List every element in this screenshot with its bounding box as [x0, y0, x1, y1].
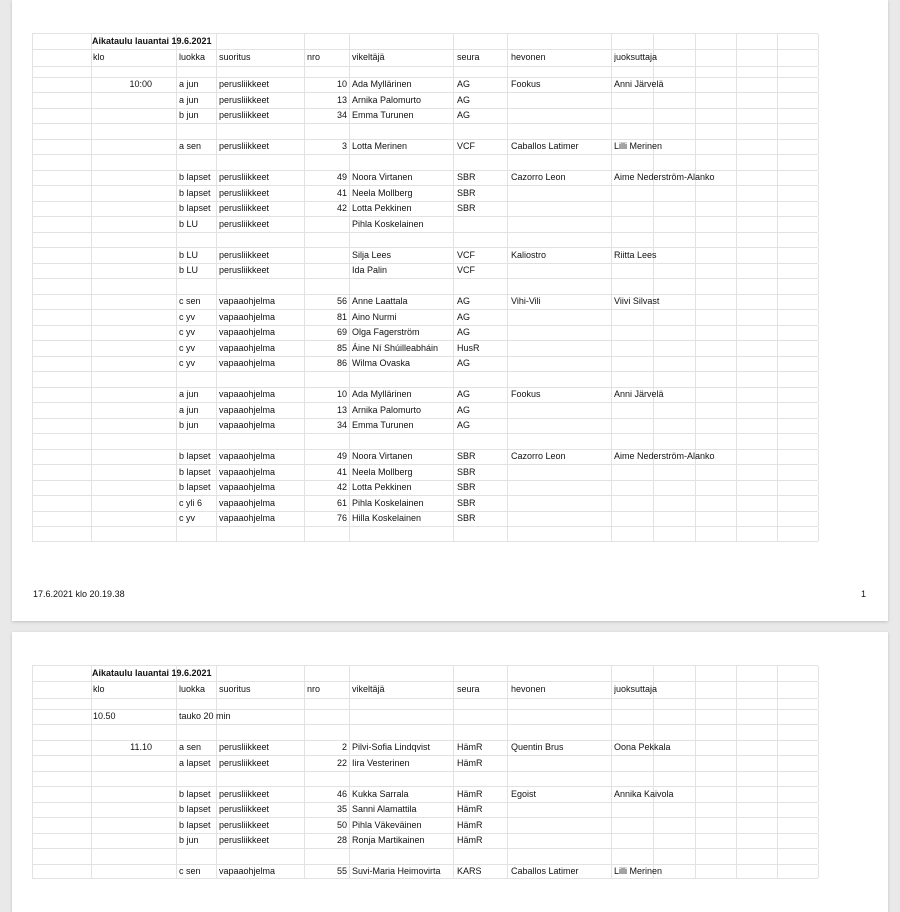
cell-nro: 35 — [336, 804, 347, 815]
table-row — [32, 433, 818, 449]
cell-suoritus: perusliikkeet — [219, 835, 270, 846]
cell-nro: 2 — [341, 742, 347, 753]
page-1 — [12, 0, 888, 621]
cell-vikeltaja: Lotta Merinen — [352, 141, 408, 152]
cell-suoritus: vapaaohjelma — [219, 311, 276, 322]
table-row — [32, 170, 818, 186]
cell-vikeltaja: Kukka Sarrala — [352, 788, 409, 799]
cell-hevonen: Egoist — [511, 788, 537, 799]
table-row — [32, 123, 818, 139]
cell-header-suoritus: suoritus — [219, 52, 251, 63]
table-row — [32, 418, 818, 434]
table-row — [32, 247, 818, 263]
cell-header-seura: seura — [457, 52, 480, 63]
cell-vikeltaja: Pihla Koskelainen — [352, 497, 424, 508]
cell-header-hevonen: hevonen — [511, 684, 546, 695]
cell-suoritus: perusliikkeet — [219, 187, 270, 198]
cell-juoksuttaja: Lilli Merinen — [614, 865, 663, 876]
cell-seura: HusR — [457, 342, 480, 353]
table-row — [32, 232, 818, 248]
table-row — [32, 740, 818, 756]
cell-suoritus: vapaaohjelma — [219, 420, 276, 431]
title-row — [32, 33, 818, 49]
cell-luokka: a sen — [179, 141, 202, 152]
cell-header-suoritus: suoritus — [219, 684, 251, 695]
cell-vikeltaja: Noora Virtanen — [352, 451, 413, 462]
cell-header-juoksuttaja: juoksuttaja — [614, 684, 658, 695]
cell-suoritus: perusliikkeet — [219, 249, 270, 260]
cell-suoritus: vapaaohjelma — [219, 482, 276, 493]
cell-vikeltaja: Pilvi-Sofia Lindqvist — [352, 742, 431, 753]
cell-juoksuttaja: Aime Nederström-Alanko — [614, 172, 715, 183]
cell-luokka: c yv — [179, 358, 196, 369]
header-row — [32, 49, 818, 67]
schedule-table — [32, 665, 818, 879]
cell-suoritus: perusliikkeet — [219, 94, 270, 105]
cell-header-klo: klo — [93, 684, 105, 695]
cell-nro: 86 — [336, 358, 347, 369]
cell-luokka: b lapset — [179, 451, 211, 462]
cell-luokka: a jun — [179, 94, 199, 105]
cell-luokka: c yv — [179, 311, 196, 322]
cell-luokka: b lapset — [179, 819, 211, 830]
cell-luokka: b lapset — [179, 466, 211, 477]
cell-seura: SBR — [457, 466, 476, 477]
table-row — [32, 108, 818, 124]
cell-suoritus: perusliikkeet — [219, 218, 270, 229]
cell-suoritus: vapaaohjelma — [219, 466, 276, 477]
table-row — [32, 786, 818, 802]
page-number: 1 — [860, 589, 866, 599]
cell-luokka: a sen — [179, 742, 202, 753]
cell-suoritus: vapaaohjelma — [219, 389, 276, 400]
cell-nro: 3 — [341, 141, 347, 152]
cell-seura: AG — [457, 79, 471, 90]
cell-klo: 11.10 — [130, 742, 152, 753]
cell-nro: 22 — [336, 757, 347, 768]
table-row — [32, 185, 818, 201]
cell-luokka: b lapset — [179, 172, 211, 183]
cell-juoksuttaja: Oona Pekkala — [614, 742, 671, 753]
cell-luokka: b lapset — [179, 788, 211, 799]
cell-suoritus: perusliikkeet — [219, 757, 270, 768]
table-row — [32, 278, 818, 294]
cell-suoritus: perusliikkeet — [219, 265, 270, 276]
schedule-table — [32, 33, 818, 542]
cell-luokka: b lapset — [179, 187, 211, 198]
cell-header-vikeltaja: vikeltäjä — [352, 52, 385, 63]
cell-vikeltaja: Ada Myllärinen — [352, 389, 412, 400]
cell-luokka: c yv — [179, 327, 196, 338]
page-2 — [12, 632, 888, 912]
cell-vikeltaja: Lotta Pekkinen — [352, 482, 412, 493]
cell-vikeltaja: Suvi-Maria Heimovirta — [352, 865, 441, 876]
cell-klo: 10:00 — [129, 79, 152, 90]
cell-nro: 49 — [336, 451, 347, 462]
table-row — [32, 526, 818, 542]
cell-luokka: b jun — [179, 110, 199, 121]
cell-nro: 41 — [336, 187, 347, 198]
cell-seura: SBR — [457, 482, 476, 493]
cell-luokka: c yli 6 — [179, 497, 203, 508]
cell-seura: HämR — [457, 819, 483, 830]
table-row — [32, 848, 818, 864]
table-row — [32, 216, 818, 232]
cell-seura: KARS — [457, 865, 482, 876]
cell-luokka: b lapset — [179, 482, 211, 493]
cell-nro: 76 — [336, 513, 347, 524]
cell-seura: HämR — [457, 835, 483, 846]
cell-suoritus: perusliikkeet — [219, 141, 270, 152]
cell-suoritus: vapaaohjelma — [219, 404, 276, 415]
cell-nro: 13 — [336, 404, 347, 415]
cell-nro: 61 — [336, 497, 347, 508]
cell-header-luokka: luokka — [179, 52, 206, 63]
cell-suoritus: vapaaohjelma — [219, 497, 276, 508]
cell-vikeltaja: Noora Virtanen — [352, 172, 413, 183]
cell-luokka: a jun — [179, 389, 199, 400]
cell-vikeltaja: Arnika Palomurto — [352, 94, 422, 105]
cell-hevonen: Fookus — [511, 389, 541, 400]
cell-suoritus: perusliikkeet — [219, 203, 270, 214]
cell-luokka: a lapset — [179, 757, 211, 768]
cell-title: Aikataulu lauantai 19.6.2021 — [92, 667, 212, 678]
table-row — [32, 802, 818, 818]
cell-juoksuttaja: Riitta Lees — [614, 249, 657, 260]
cell-seura: SBR — [457, 172, 476, 183]
title-row — [32, 665, 818, 681]
cell-luokka: b jun — [179, 835, 199, 846]
table-row — [32, 755, 818, 771]
cell-vikeltaja: Hilla Koskelainen — [352, 513, 422, 524]
table-row — [32, 464, 818, 480]
cell-hevonen: Kaliostro — [511, 249, 547, 260]
cell-hevonen: Cazorro Leon — [511, 172, 566, 183]
cell-suoritus: perusliikkeet — [219, 79, 270, 90]
cell-hevonen: Vihi-Vili — [511, 296, 541, 307]
cell-vikeltaja: Ada Myllärinen — [352, 79, 412, 90]
cell-header-nro: nro — [307, 52, 321, 63]
cell-suoritus: vapaaohjelma — [219, 451, 276, 462]
cell-nro: 10 — [336, 79, 347, 90]
cell-nro: 28 — [336, 835, 347, 846]
table-row — [32, 263, 818, 279]
cell-vikeltaja: Silja Lees — [352, 249, 392, 260]
cell-seura: HämR — [457, 804, 483, 815]
cell-suoritus: perusliikkeet — [219, 819, 270, 830]
cell-luokka: c sen — [179, 865, 201, 876]
cell-nro: 85 — [336, 342, 347, 353]
cell-nro: 42 — [336, 203, 347, 214]
cell-vikeltaja: Pihla Väkeväinen — [352, 819, 422, 830]
cell-vikeltaja: Emma Turunen — [352, 110, 414, 121]
cell-luokka: a jun — [179, 79, 199, 90]
cell-nro: 34 — [336, 420, 347, 431]
table-row — [32, 92, 818, 108]
cell-header-nro: nro — [307, 684, 321, 695]
table-row — [32, 833, 818, 849]
cell-nro: 46 — [336, 788, 347, 799]
cell-luokka: c sen — [179, 296, 201, 307]
cell-nro: 34 — [336, 110, 347, 121]
cell-vikeltaja: Neela Mollberg — [352, 187, 413, 198]
print-date: 17.6.2021 klo 20.19.38 — [33, 589, 125, 599]
cell-luokka: b jun — [179, 420, 199, 431]
cell-suoritus: perusliikkeet — [219, 788, 270, 799]
cell-header-klo: klo — [93, 52, 105, 63]
cell-seura: SBR — [457, 497, 476, 508]
cell-hevonen: Caballos Latimer — [511, 141, 579, 152]
table-row — [32, 511, 818, 527]
cell-suoritus: vapaaohjelma — [219, 358, 276, 369]
cell-juoksuttaja: Annika Kaivola — [614, 788, 674, 799]
cell-vikeltaja: Iira Vesterinen — [352, 757, 410, 768]
cell-luokka: c yv — [179, 513, 196, 524]
cell-nro: 49 — [336, 172, 347, 183]
cell-nro: 55 — [336, 865, 347, 876]
table-row — [32, 864, 818, 880]
table-row — [32, 480, 818, 496]
header-row — [32, 681, 818, 699]
cell-vikeltaja: Áine Ní Shúilleabháin — [352, 342, 439, 353]
cell-suoritus: perusliikkeet — [219, 742, 270, 753]
cell-vikeltaja: Emma Turunen — [352, 420, 414, 431]
cell-juoksuttaja: Aime Nederström-Alanko — [614, 451, 715, 462]
cell-hevonen: Fookus — [511, 79, 541, 90]
cell-luokka: b LU — [179, 218, 199, 229]
cell-luokka: b lapset — [179, 804, 211, 815]
cell-luokka: b LU — [179, 249, 199, 260]
cell-suoritus: vapaaohjelma — [219, 327, 276, 338]
cell-header-juoksuttaja: juoksuttaja — [614, 52, 658, 63]
cell-vikeltaja: Olga Fagerström — [352, 327, 420, 338]
cell-luokka: b LU — [179, 265, 199, 276]
cell-luokka: tauko 20 min — [179, 711, 231, 722]
cell-header-luokka: luokka — [179, 684, 206, 695]
cell-seura: SBR — [457, 187, 476, 198]
table-row — [32, 325, 818, 341]
table-row — [32, 371, 818, 387]
cell-seura: AG — [457, 311, 471, 322]
cell-hevonen: Cazorro Leon — [511, 451, 566, 462]
cell-juoksuttaja: Lilli Merinen — [614, 141, 663, 152]
cell-juoksuttaja: Anni Järvelä — [614, 389, 664, 400]
cell-nro: 13 — [336, 94, 347, 105]
cell-vikeltaja: Neela Mollberg — [352, 466, 413, 477]
cell-vikeltaja: Sanni Alamattila — [352, 804, 417, 815]
cell-nro: 41 — [336, 466, 347, 477]
cell-seura: AG — [457, 94, 471, 105]
cell-vikeltaja: Pihla Koskelainen — [352, 218, 424, 229]
cell-vikeltaja: Anne Laattala — [352, 296, 408, 307]
cell-nro: 81 — [336, 311, 347, 322]
table-row — [32, 201, 818, 217]
cell-hevonen: Quentin Brus — [511, 742, 564, 753]
cell-suoritus: perusliikkeet — [219, 804, 270, 815]
cell-suoritus: perusliikkeet — [219, 172, 270, 183]
cell-seura: VCF — [457, 249, 475, 260]
table-row — [32, 356, 818, 372]
table-row — [32, 724, 818, 740]
cell-seura: AG — [457, 420, 471, 431]
cell-nro: 50 — [336, 819, 347, 830]
cell-seura: HämR — [457, 757, 483, 768]
cell-seura: AG — [457, 358, 471, 369]
table-row — [32, 709, 818, 725]
cell-juoksuttaja: Viivi Silvast — [614, 296, 660, 307]
cell-header-seura: seura — [457, 684, 480, 695]
cell-suoritus: vapaaohjelma — [219, 296, 276, 307]
cell-luokka: b lapset — [179, 203, 211, 214]
cell-luokka: a jun — [179, 404, 199, 415]
table-row — [32, 139, 818, 155]
cell-seura: AG — [457, 404, 471, 415]
table-row — [32, 495, 818, 511]
cell-header-vikeltaja: vikeltäjä — [352, 684, 385, 695]
cell-seura: AG — [457, 296, 471, 307]
cell-vikeltaja: Ronja Martikainen — [352, 835, 425, 846]
cell-seura: AG — [457, 110, 471, 121]
cell-vikeltaja: Arnika Palomurto — [352, 404, 422, 415]
cell-suoritus: vapaaohjelma — [219, 865, 276, 876]
cell-vikeltaja: Wilma Ovaska — [352, 358, 411, 369]
table-row — [32, 340, 818, 356]
cell-seura: SBR — [457, 451, 476, 462]
table-row — [32, 77, 818, 93]
cell-seura: HämR — [457, 742, 483, 753]
cell-suoritus: vapaaohjelma — [219, 513, 276, 524]
table-row — [32, 294, 818, 310]
cell-juoksuttaja: Anni Järvelä — [614, 79, 664, 90]
table-row — [32, 771, 818, 787]
cell-nro: 42 — [336, 482, 347, 493]
cell-klo: 10.50 — [93, 711, 116, 722]
cell-seura: SBR — [457, 203, 476, 214]
cell-title: Aikataulu lauantai 19.6.2021 — [92, 35, 212, 46]
cell-luokka: c yv — [179, 342, 196, 353]
cell-seura: HämR — [457, 788, 483, 799]
cell-vikeltaja: Lotta Pekkinen — [352, 203, 412, 214]
table-row — [32, 387, 818, 403]
table-row — [32, 817, 818, 833]
cell-seura: VCF — [457, 141, 475, 152]
cell-suoritus: vapaaohjelma — [219, 342, 276, 353]
cell-suoritus: perusliikkeet — [219, 110, 270, 121]
cell-header-hevonen: hevonen — [511, 52, 546, 63]
cell-hevonen: Caballos Latimer — [511, 865, 579, 876]
cell-seura: SBR — [457, 513, 476, 524]
table-row — [32, 402, 818, 418]
cell-vikeltaja: Ida Palin — [352, 265, 388, 276]
cell-nro: 69 — [336, 327, 347, 338]
table-row — [32, 154, 818, 170]
cell-nro: 10 — [336, 389, 347, 400]
table-row — [32, 449, 818, 465]
cell-seura: AG — [457, 327, 471, 338]
cell-seura: AG — [457, 389, 471, 400]
table-row — [32, 309, 818, 325]
cell-vikeltaja: Aino Nurmi — [352, 311, 397, 322]
cell-seura: VCF — [457, 265, 475, 276]
cell-nro: 56 — [336, 296, 347, 307]
